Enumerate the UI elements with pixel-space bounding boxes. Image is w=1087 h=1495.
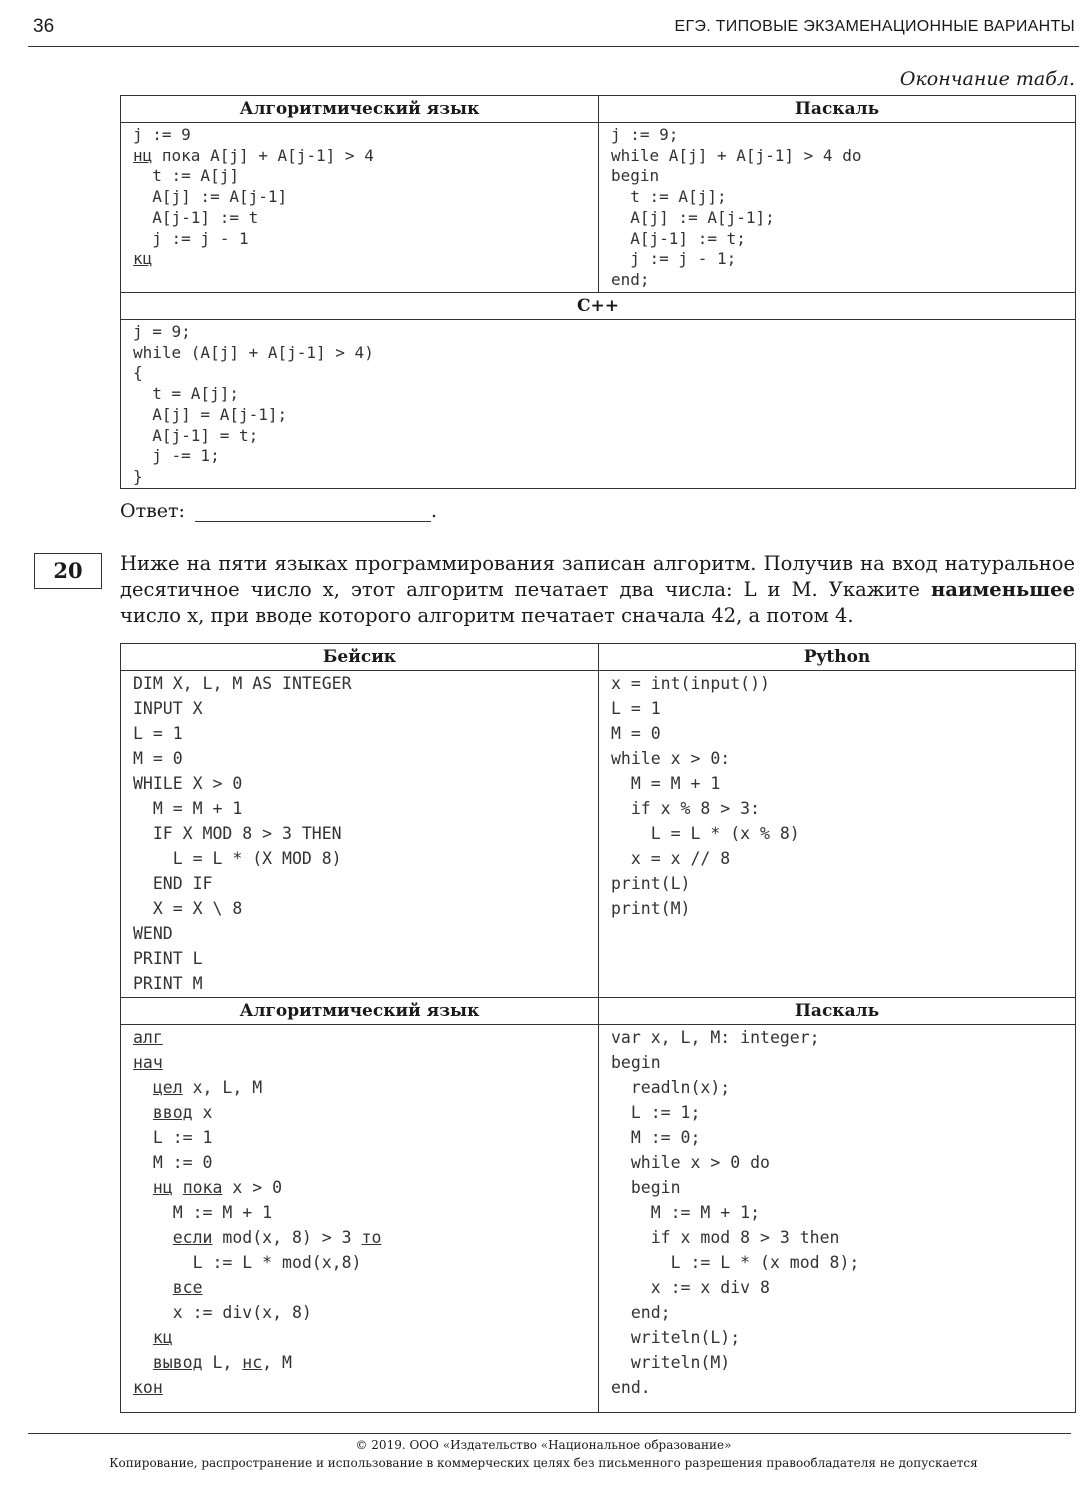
code-line [133, 146, 598, 167]
task-statement [120, 551, 1075, 629]
code-line: M := M + 1 [133, 1203, 273, 1222]
code-algo-2 [121, 1025, 598, 1400]
code-line: j -= 1; [133, 446, 220, 466]
code-line: L := L * mod(x,8) [133, 1253, 362, 1272]
code-line: x := x div 8 [611, 1278, 770, 1297]
col-header-basic: Бейсик [121, 644, 599, 671]
code-keyword: кц [133, 249, 153, 269]
code-keyword: пока [182, 1178, 223, 1197]
code-line: end; [611, 1303, 671, 1322]
code-basic [121, 671, 598, 996]
code-line [133, 1075, 598, 1100]
code-line: begin [611, 166, 660, 186]
code-line: END IF [133, 874, 213, 893]
code-line [133, 1225, 598, 1250]
code-keyword: нач [133, 1053, 163, 1072]
col-header-pascal-2: Паскаль [599, 998, 1076, 1025]
code-line: A[j-1] := t [133, 207, 259, 227]
code-line: x = int(input()) [611, 674, 770, 693]
code-line: PRINT L [133, 949, 203, 968]
code-line: begin [611, 1178, 681, 1197]
code-line: if x % 8 > 3: [611, 799, 761, 818]
code-line: while (A[j] + A[j-1] > 4) [133, 342, 374, 362]
code-line: t = A[j]; [133, 384, 239, 404]
code-text [133, 1178, 153, 1197]
code-line: A[j-1] = t; [133, 425, 259, 445]
code-line: INPUT X [133, 699, 203, 718]
col-header-python: Python [599, 644, 1076, 671]
code-line: M = M + 1 [611, 774, 721, 793]
code-line: M = M + 1 [133, 799, 243, 818]
answer-period: . [430, 500, 437, 522]
code-line: L := L * (x mod 8); [611, 1253, 860, 1272]
code-text: x [192, 1103, 213, 1122]
code-line: while x > 0 do [611, 1153, 770, 1172]
code-keyword: то [361, 1228, 382, 1247]
code-keyword: все [172, 1278, 203, 1297]
footer-notice: Копирование, распространение и использование в коммерческих целях без письменного разрешения правообладателя не допускается [109, 1456, 978, 1470]
code-text [133, 1328, 153, 1347]
code-line: A[j] = A[j-1]; [133, 404, 288, 424]
code-text [133, 1103, 153, 1122]
code-cell-pascal [599, 123, 1076, 293]
code-keyword: если [172, 1228, 213, 1247]
code-text: пока A[j] + A[j-1] > 4 [152, 145, 374, 165]
code-line: writeln(M) [611, 1353, 731, 1372]
code-line: L = L * (x % 8) [611, 824, 800, 843]
code-algo [121, 123, 598, 270]
code-keyword: ввод [152, 1103, 193, 1122]
code-line: begin [611, 1053, 661, 1072]
code-line: j := j - 1; [611, 249, 737, 269]
code-cell-algo-2 [121, 1025, 599, 1413]
code-keyword: нс [242, 1353, 263, 1372]
code-text: x, L, M [182, 1078, 263, 1097]
code-line: L = 1 [611, 699, 661, 718]
code-line: t := A[j] [133, 166, 239, 186]
code-line [133, 1275, 598, 1300]
code-table-task-20 [120, 643, 1076, 1413]
code-pascal [599, 123, 1075, 291]
code-cpp [121, 320, 1075, 488]
code-line: M := M + 1; [611, 1203, 761, 1222]
table-continuation-label: Окончание табл. [899, 68, 1075, 90]
code-line [133, 1375, 598, 1400]
code-line [133, 1050, 598, 1075]
code-line: print(L) [611, 874, 691, 893]
code-text: , M [262, 1353, 292, 1372]
code-pascal-2 [599, 1025, 1075, 1400]
code-line: A[j-1] := t; [611, 228, 746, 248]
footer-rule [28, 1433, 1071, 1434]
answer-blank-line [195, 503, 431, 522]
code-line: M := 0 [133, 1153, 213, 1172]
code-keyword: кц [152, 1328, 173, 1347]
code-cell-algo [121, 123, 599, 293]
code-line: { [133, 363, 143, 383]
code-keyword: нц [152, 1178, 173, 1197]
header-rule [28, 46, 1079, 47]
code-line: M := 0; [611, 1128, 701, 1147]
footer-copyright: © 2019. ООО «Издательство «Национальное образование» [355, 1438, 732, 1452]
code-line: x = x // 8 [611, 849, 731, 868]
code-keyword: вывод [152, 1353, 203, 1372]
col-header-algo: Алгоритмический язык [121, 96, 599, 123]
code-line: writeln(L); [611, 1328, 741, 1347]
code-keyword: цел [152, 1078, 183, 1097]
code-python [599, 671, 1075, 921]
code-line: } [133, 466, 143, 486]
code-line: end. [611, 1378, 651, 1397]
code-text [173, 1178, 183, 1197]
code-line: if x mod 8 > 3 then [611, 1228, 840, 1247]
code-line: L := 1; [611, 1103, 701, 1122]
code-cell-basic [121, 671, 599, 998]
code-line [133, 1025, 598, 1050]
running-title: ЕГЭ. ТИПОВЫЕ ЭКЗАМЕНАЦИОННЫЕ ВАРИАНТЫ [674, 18, 1075, 35]
code-line: A[j] := A[j-1] [133, 187, 288, 207]
code-line: j := 9 [133, 125, 191, 144]
code-keyword: нц [133, 145, 153, 165]
code-line: readln(x); [611, 1078, 731, 1097]
code-text: L, [202, 1353, 243, 1372]
code-cell-cpp [121, 320, 1076, 489]
code-line [133, 1350, 598, 1375]
code-line: L = L * (X MOD 8) [133, 849, 342, 868]
code-line: IF X MOD 8 > 3 THEN [133, 824, 342, 843]
code-line: while A[j] + A[j-1] > 4 do [611, 145, 862, 165]
col-header-algo-2: Алгоритмический язык [121, 998, 599, 1025]
code-line: M = 0 [611, 724, 661, 743]
code-keyword: кон [133, 1378, 163, 1397]
code-text [133, 1353, 153, 1372]
task-text-bold: наименьшее [931, 578, 1075, 601]
code-line: end; [611, 269, 650, 289]
page-number: 36 [33, 16, 55, 37]
code-line: WHILE X > 0 [133, 774, 243, 793]
code-line [133, 249, 598, 270]
col-header-cpp: C++ [121, 293, 1076, 320]
code-line: WEND [133, 924, 173, 943]
page-header [0, 0, 1087, 48]
code-text [133, 1228, 173, 1247]
code-line: L = 1 [133, 724, 183, 743]
code-line [133, 1325, 598, 1350]
code-line: t := A[j]; [611, 187, 727, 207]
code-text: x > 0 [222, 1178, 283, 1197]
code-line: j := 9; [611, 125, 679, 144]
code-text: mod(x, 8) > 3 [212, 1228, 362, 1247]
code-line: x := div(x, 8) [133, 1303, 312, 1322]
code-cell-pascal-2 [599, 1025, 1076, 1413]
code-table-previous [120, 95, 1076, 489]
code-line: PRINT M [133, 974, 203, 993]
answer-label: Ответ: [120, 500, 185, 522]
code-line: A[j] := A[j-1]; [611, 207, 775, 227]
code-line: j := j - 1 [133, 228, 249, 248]
code-line: M = 0 [133, 749, 183, 768]
code-text [133, 1078, 153, 1097]
code-line: var x, L, M: integer; [611, 1028, 820, 1047]
code-keyword: алг [133, 1028, 163, 1047]
code-line: L := 1 [133, 1128, 213, 1147]
code-cell-python [599, 671, 1076, 998]
code-line: print(M) [611, 899, 691, 918]
task-text-part2: число x, при вводе которого алгоритм печатает сначала 42, а потом 4. [120, 604, 854, 627]
code-text [133, 1278, 173, 1297]
code-line [133, 1100, 598, 1125]
answer-field [120, 500, 437, 522]
code-line: j = 9; [133, 322, 191, 341]
task-text-part1: Ниже на пяти языках программирования записан алгоритм. Получив на вход натуральное десятичное число x, этот алгоритм печатает два числа: L и M. Укажите [120, 552, 1075, 601]
code-line: DIM X, L, M AS INTEGER [133, 674, 352, 693]
task-number-box: 20 [34, 553, 102, 589]
code-line: while x > 0: [611, 749, 731, 768]
col-header-pascal: Паскаль [599, 96, 1076, 123]
code-line: X = X \ 8 [133, 899, 243, 918]
code-line [133, 1175, 598, 1200]
